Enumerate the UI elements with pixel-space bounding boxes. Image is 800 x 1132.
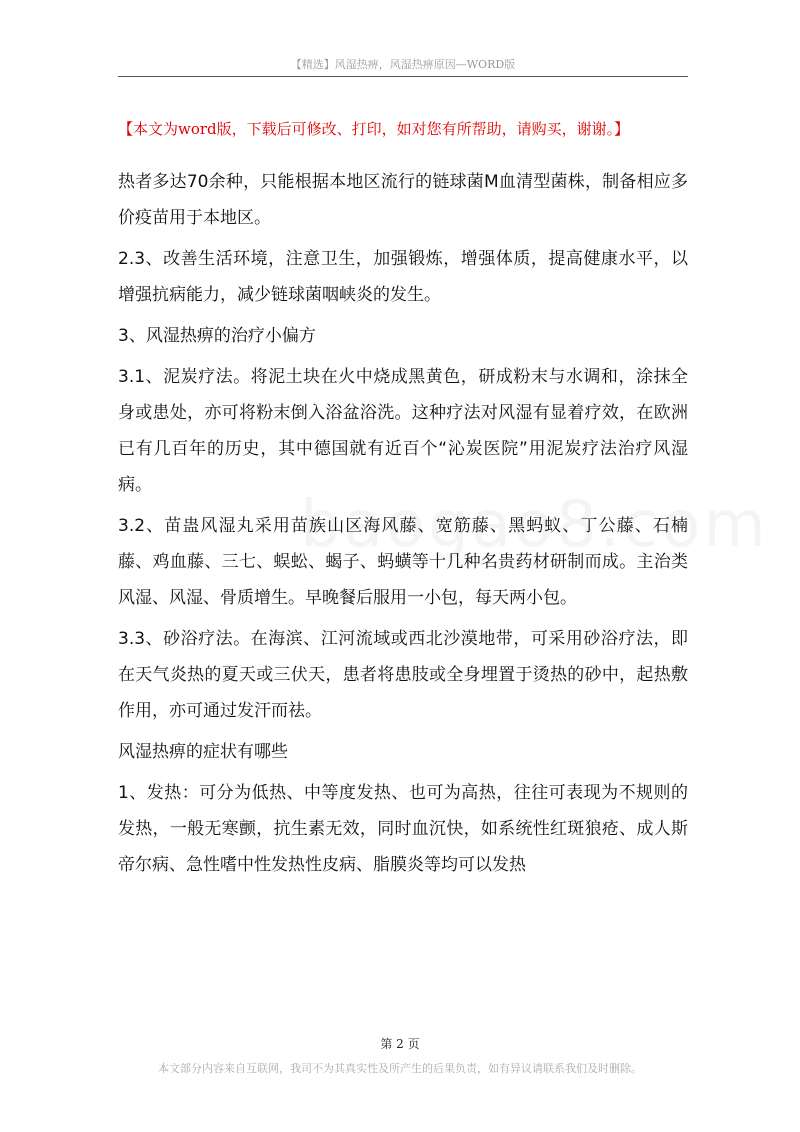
section-heading: 3、风湿热痹的治疗小偏方 [118,326,316,346]
paragraph: 1、发热：可分为低热、中等度发热、也可为高热，往往可表现为不规则的发热，一般无寒颤，抗生素无效，同时血沉快，如系统性红斑狼疮、成人斯帝尔病、急性嗜中性发热性皮病、脂膜炎等均可以发热 [118,783,688,875]
paragraph: 热者多达70余种，只能根据本地区流行的链球菌M血清型菌株，制备相应多价疫苗用于本地区。 [118,172,688,228]
paragraph: 3.2、苗蛊风湿丸采用苗族山区海风藤、宽筋藤、黑蚂蚁、丁公藤、石楠藤、鸡血藤、三七、蜈蚣、蝎子、蚂蟥等十几种名贵药材研制而成。主治类风湿、风湿、骨质增生。早晚餐后服用一小包，每天两小包。 [118,516,688,608]
footer-disclaimer: 本文部分内容来自互联网，我司不为其真实性及所产生的后果负责，如有异议请联系我们及时删除。 [158,1062,642,1075]
paragraph: 3.3、砂浴疗法。在海滨、江河流域或西北沙漠地带，可采用砂浴疗法，即在天气炎热的夏天或三伏天，患者将患肢或全身埋置于烫热的砂中，起热敷作用，亦可通过发汗而祛。 [118,629,688,721]
header-divider [118,76,688,77]
paragraph: 3.1、泥炭疗法。将泥土块在火中烧成黑黄色，研成粉末与水调和，涂抹全身或患处，亦可将粉末倒入浴盆浴洗。这种疗法对风湿有显着疗效，在欧洲已有几百年的历史，其中德国就有近百个“沁炭医院”用泥炭疗法治疗风湿病。 [118,367,688,495]
section-heading: 风湿热痹的症状有哪些 [118,742,288,762]
paragraph: 2.3、改善生活环境，注意卫生，加强锻炼，增强体质，提高健康水平，以增强抗病能力，减少链球菌咽峡炎的发生。 [118,249,688,305]
download-notice: 【本文为word版，下载后可修改、打印，如对您有所帮助，请购买，谢谢。】 [118,120,630,138]
document-body [118,164,688,883]
page-header: 【精选】风湿热痹，风湿热痹原因—WORD版 [290,58,516,71]
page-number: 第 2 页 [380,1037,420,1051]
